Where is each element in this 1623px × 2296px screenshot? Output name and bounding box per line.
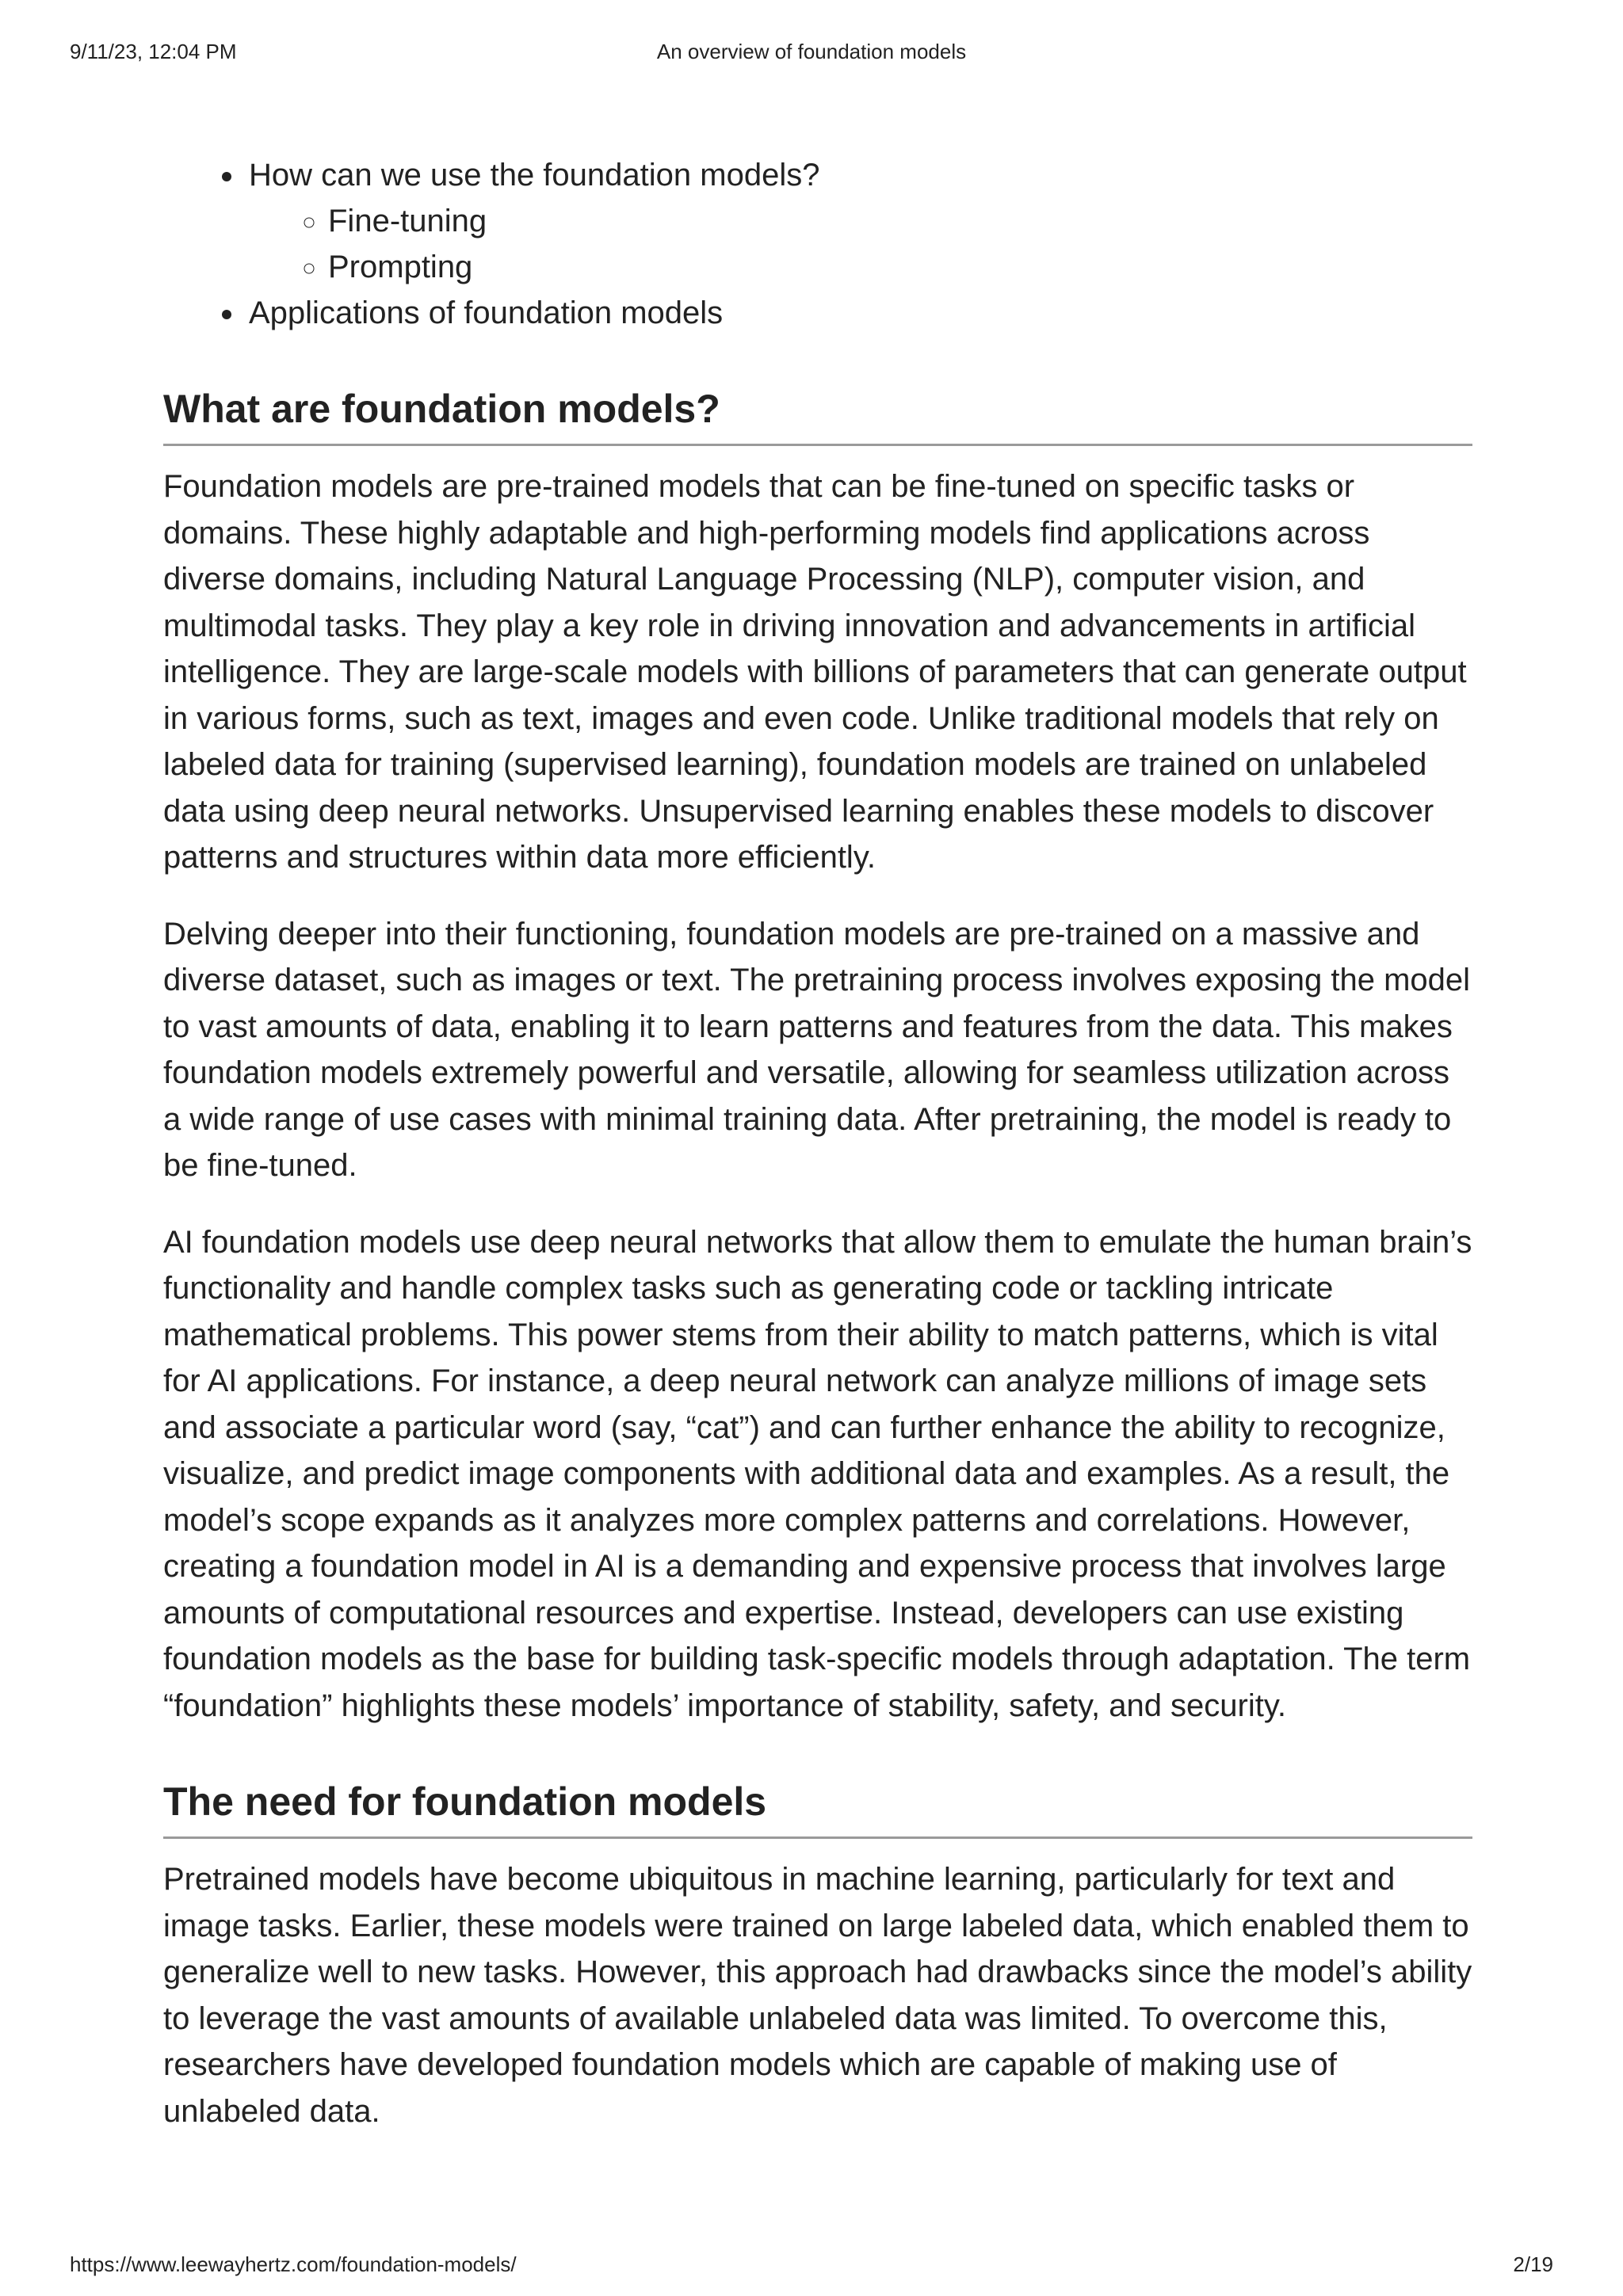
toc-subitem[interactable] (328, 198, 1472, 244)
toc-subitem[interactable] (328, 244, 1472, 290)
print-page-title: An overview of foundation models (656, 40, 967, 63)
print-footer (70, 2252, 1553, 2281)
paragraph: Delving deeper into their functioning, foundation models are pre-trained on a massive and diverse dataset, such as images or text. The pretraining process involves exposing the model to vast amounts of data, enabling it to learn patterns and features from the data. This makes foundation models extremely powerful and versatile, allowing for seamless utilization across a wide range of use cases with minimal training data. After pretraining, the model is ready to be fine-tuned. (163, 916, 1471, 1183)
page-url: https://www.leewayhertz.com/foundation-models/ (70, 2252, 517, 2276)
toc-subitem-label[interactable]: Prompting (328, 250, 473, 284)
toc-item[interactable] (246, 152, 1472, 290)
article-content (163, 152, 1472, 2134)
table-of-contents (163, 152, 1472, 336)
toc-sublist (249, 198, 1472, 290)
section-what-are-foundation-models (163, 385, 1472, 1729)
paragraph: Pretrained models have become ubiquitous in machine learning, particularly for text and image tasks. Earlier, these models were trained on large labeled data, which enabled them to generalize well to new tasks. However, this approach had drawbacks since the model’s ability to leverage the vast amounts of available unlabeled data was limited. To overcome this, researchers have developed foundation models which are capable of making use of unlabeled data. (163, 1862, 1472, 2129)
print-date: 9/11/23, 12:04 PM (70, 40, 237, 63)
section-heading: The need for foundation models (163, 1778, 1472, 1839)
section-need-for-foundation-models (163, 1778, 1472, 2134)
toc-subitem-label[interactable]: Fine-tuning (328, 204, 487, 238)
toc-item-label[interactable]: How can we use the foundation models? (249, 158, 820, 193)
page-number: 2/19 (1513, 2252, 1553, 2276)
toc-item-label[interactable]: Applications of foundation models (249, 296, 724, 330)
section-heading: What are foundation models? (163, 385, 1472, 446)
paragraph: AI foundation models use deep neural networks that allow them to emulate the human brain’s functionality and handle complex tasks such as generating code or tackling intricate mathematical problems. This power stems from their ability to match patterns, which is vital for AI applications. For instance, a deep neural network can analyze millions of image sets and associate a particular word (say, “cat”) and can further enhance the ability to recognize, visualize, and predict image components with additional data and examples. As a result, the model’s scope expands as it analyzes more complex patterns and correlations. However, creating a foundation model in AI is a demanding and expensive process that involves large amounts of computational resources and expertise. Instead, developers can use existing foundation models as the base for building task-specific models through adaptation. The term “foundation” highlights these models’ importance of stability, safety, and security. (163, 1224, 1472, 1723)
paragraph: Foundation models are pre-trained models that can be fine-tuned on specific tasks or domains. These highly adaptable and high-performing models find applications across diverse domains, including Natural Language Processing (NLP), computer vision, and multimodal tasks. They play a key role in driving innovation and advancements in artificial intelligence. They are large-scale models with billions of parameters that can generate output in various forms, such as text, images and even code. Unlike traditional models that rely on labeled data for training (supervised learning), foundation models are trained on unlabeled data using deep neural networks. Unsupervised learning enables these models to discover patterns and structures within data more efficiently. (163, 469, 1467, 875)
print-header (70, 40, 1553, 68)
toc-item[interactable] (246, 290, 1472, 336)
